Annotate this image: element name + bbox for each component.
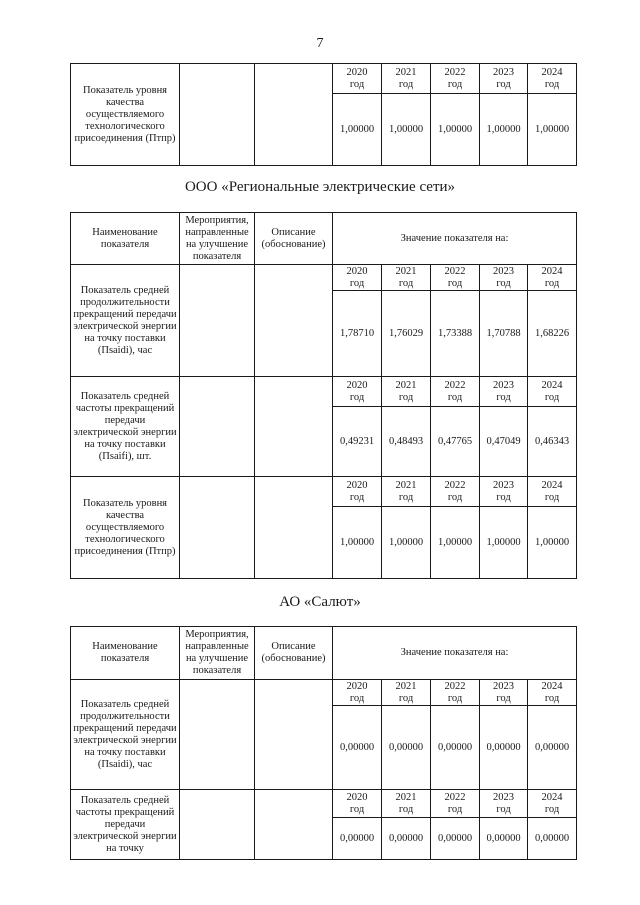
value-cell: 1,00000: [528, 94, 577, 166]
year-header: 2023 год: [480, 377, 528, 407]
value-cell: 1,78710: [333, 291, 382, 377]
description-cell: [255, 477, 333, 579]
indicator-name: Показатель средней частоты прекращений передачи электрической энергии на точку поставки (Пsaifi), шт.: [71, 377, 180, 477]
year-header: 2022 год: [431, 64, 480, 94]
col-header-values: Значение показателя на:: [333, 627, 577, 680]
year-header: 2022 год: [431, 790, 480, 818]
col-header-description: Описание (обоснование): [255, 213, 333, 265]
measures-cell: [180, 680, 255, 790]
col-header-name: Наименование показателя: [71, 627, 180, 680]
value-cell: 0,00000: [480, 706, 528, 790]
value-cell: 1,68226: [528, 291, 577, 377]
value-cell: 1,00000: [333, 94, 382, 166]
description-cell: [255, 377, 333, 477]
measures-cell: [180, 64, 255, 166]
value-cell: 1,00000: [480, 94, 528, 166]
value-cell: 1,00000: [528, 507, 577, 579]
table-continuation: [70, 63, 577, 166]
value-cell: 0,00000: [382, 818, 431, 860]
col-header-description: Описание (обоснование): [255, 627, 333, 680]
value-cell: 0,48493: [382, 407, 431, 477]
measures-cell: [180, 790, 255, 860]
year-header: 2024 год: [528, 265, 577, 291]
year-header: 2021 год: [382, 680, 431, 706]
year-header: 2024 год: [528, 64, 577, 94]
year-header: 2024 год: [528, 790, 577, 818]
value-cell: 0,00000: [431, 706, 480, 790]
year-header: 2024 год: [528, 477, 577, 507]
description-cell: [255, 680, 333, 790]
indicator-name: Показатель средней продолжительности прекращений передачи электрической энергии на точку поставки (Пsaidi), час: [71, 265, 180, 377]
measures-cell: [180, 477, 255, 579]
value-cell: 1,70788: [480, 291, 528, 377]
col-header-measures: Мероприятия, направленные на улучшение показателя: [180, 627, 255, 680]
measures-cell: [180, 377, 255, 477]
value-cell: 1,00000: [431, 507, 480, 579]
year-header: 2020 год: [333, 680, 382, 706]
year-header: 2020 год: [333, 790, 382, 818]
year-header: 2022 год: [431, 377, 480, 407]
year-header: 2021 год: [382, 377, 431, 407]
value-cell: 0,00000: [333, 706, 382, 790]
year-header: 2023 год: [480, 265, 528, 291]
value-cell: 1,00000: [382, 507, 431, 579]
value-cell: 1,00000: [333, 507, 382, 579]
year-header: 2021 год: [382, 477, 431, 507]
year-header: 2024 год: [528, 680, 577, 706]
description-cell: [255, 790, 333, 860]
value-cell: 0,46343: [528, 407, 577, 477]
year-header: 2023 год: [480, 790, 528, 818]
year-header: 2023 год: [480, 680, 528, 706]
year-header: 2021 год: [382, 265, 431, 291]
col-header-measures: Мероприятия, направленные на улучшение показателя: [180, 213, 255, 265]
year-header: 2022 год: [431, 477, 480, 507]
value-cell: 1,00000: [382, 94, 431, 166]
table-section1: [70, 212, 577, 579]
indicator-name: Показатель уровня качества осуществляемого технологического присоединения (Птпр): [71, 477, 180, 579]
value-cell: 1,00000: [431, 94, 480, 166]
value-cell: 1,73388: [431, 291, 480, 377]
value-cell: 0,00000: [480, 818, 528, 860]
indicator-name: Показатель средней частоты прекращений передачи электрической энергии на точку: [71, 790, 180, 860]
value-cell: 0,00000: [382, 706, 431, 790]
year-header: 2020 год: [333, 265, 382, 291]
value-cell: 0,00000: [431, 818, 480, 860]
year-header: 2023 год: [480, 477, 528, 507]
year-header: 2022 год: [431, 265, 480, 291]
measures-cell: [180, 265, 255, 377]
value-cell: 0,47049: [480, 407, 528, 477]
year-header: 2023 год: [480, 64, 528, 94]
description-cell: [255, 64, 333, 166]
year-header: 2021 год: [382, 64, 431, 94]
year-header: 2021 год: [382, 790, 431, 818]
value-cell: 1,76029: [382, 291, 431, 377]
year-header: 2022 год: [431, 680, 480, 706]
section-title: ООО «Региональные электрические сети»: [184, 179, 456, 195]
table-section2: [70, 626, 577, 860]
col-header-name: Наименование показателя: [71, 213, 180, 265]
indicator-name: Показатель средней продолжительности прекращений передачи электрической энергии на точку поставки (Пsaidi), час: [71, 680, 180, 790]
col-header-values: Значение показателя на:: [333, 213, 577, 265]
description-cell: [255, 265, 333, 377]
page-number: 7: [316, 36, 324, 51]
year-header: 2020 год: [333, 64, 382, 94]
value-cell: 0,00000: [528, 706, 577, 790]
year-header: 2020 год: [333, 377, 382, 407]
value-cell: 0,47765: [431, 407, 480, 477]
value-cell: 1,00000: [480, 507, 528, 579]
value-cell: 0,00000: [528, 818, 577, 860]
section-title: АО «Салют»: [279, 594, 361, 610]
value-cell: 0,00000: [333, 818, 382, 860]
year-header: 2020 год: [333, 477, 382, 507]
year-header: 2024 год: [528, 377, 577, 407]
value-cell: 0,49231: [333, 407, 382, 477]
indicator-name: Показатель уровня качества осуществляемого технологического присоединения (Птпр): [71, 64, 180, 166]
